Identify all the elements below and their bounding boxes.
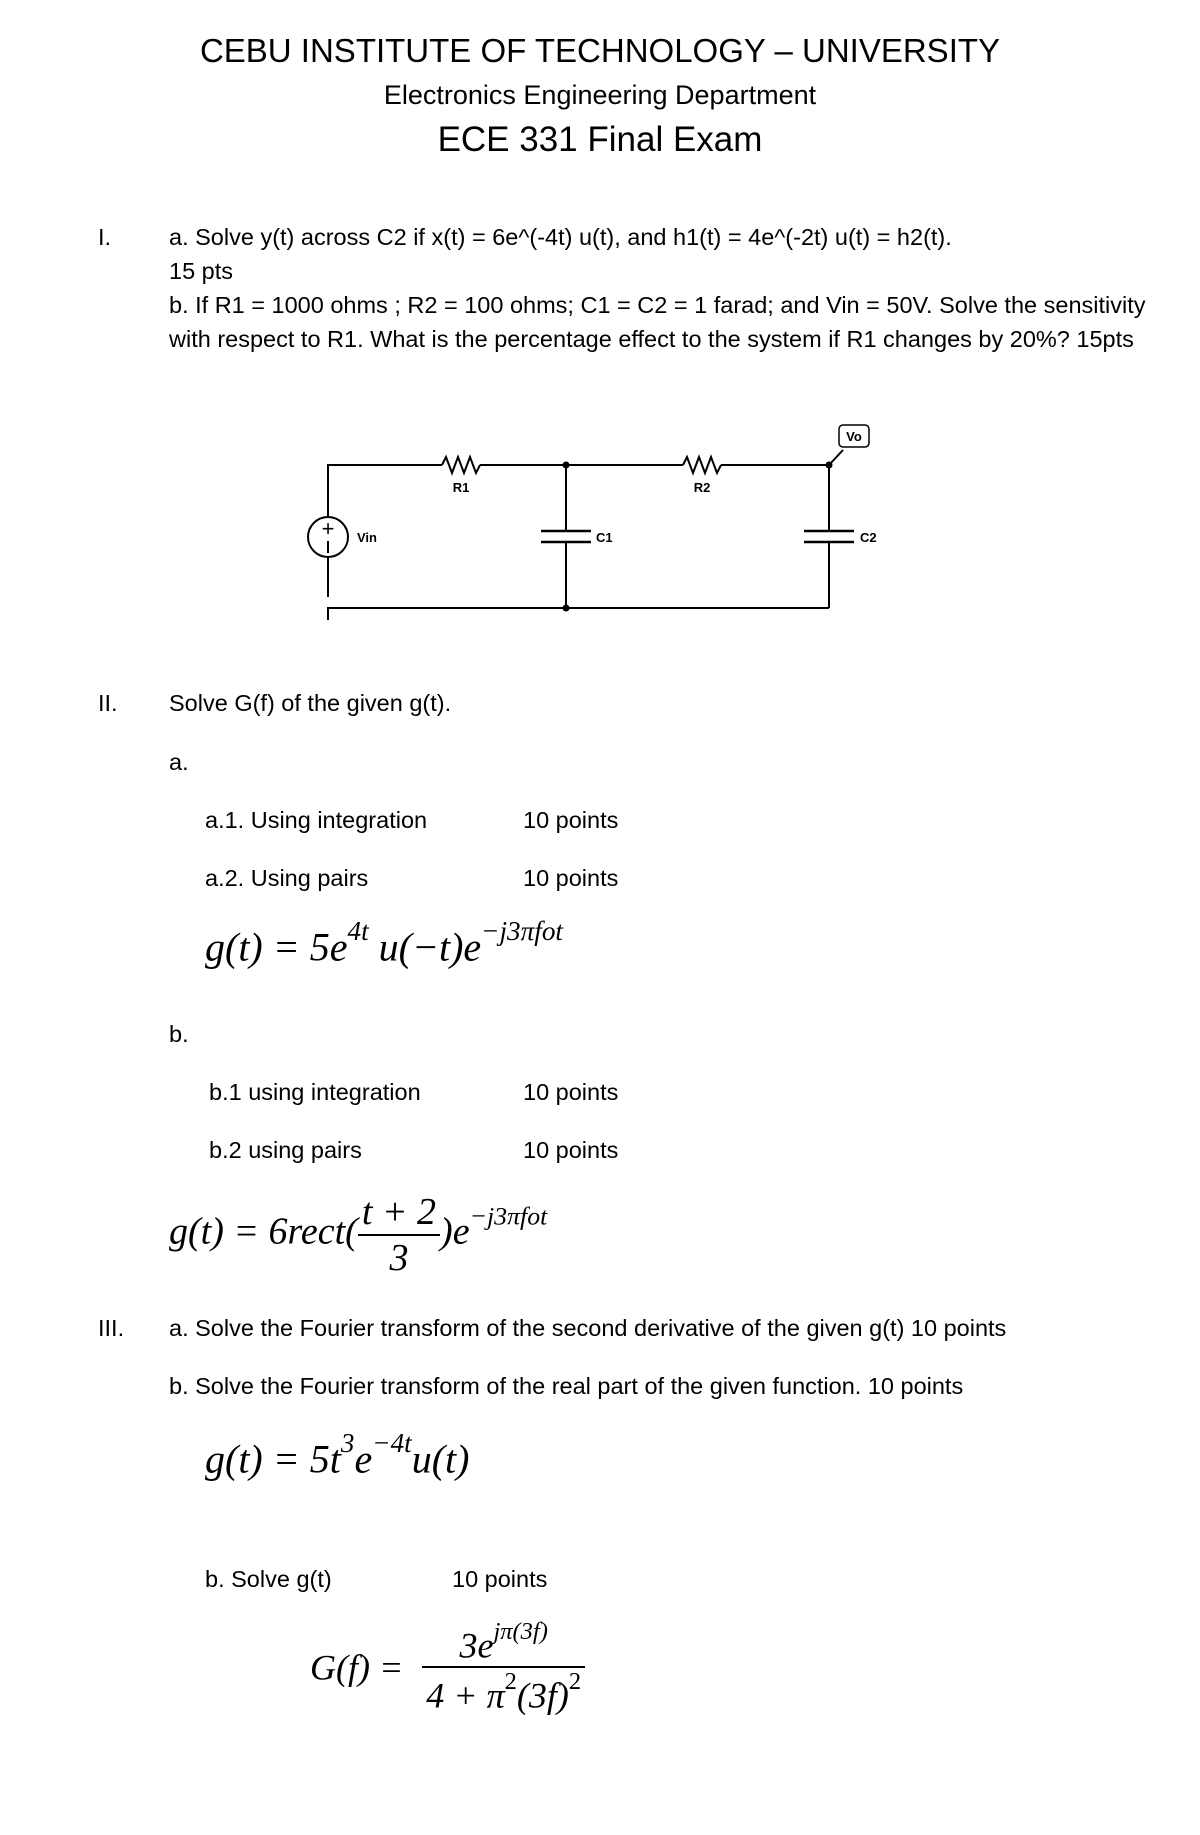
item-a1-points: 10 points: [523, 807, 619, 833]
section-2b-label: b.: [169, 1021, 189, 1047]
equation-G-f: G(f) = $\frac{3e^{j\pi(3f)}}{4 + \pi^2(3f)^2}$: [310, 1618, 585, 1717]
circuit-wires: [328, 450, 843, 620]
section-3b-text: b. Solve the Fourier transform of the real part of the given function. 10 points: [169, 1373, 964, 1399]
section-1a-points: 15 pts: [169, 258, 234, 284]
item-b1-points: 10 points: [523, 1079, 619, 1105]
section-2a-label: a.: [169, 749, 189, 775]
source-plus-sign: +: [321, 516, 335, 541]
exam-title: ECE 331 Final Exam: [437, 120, 763, 159]
item-b1-label: b.1 using integration: [209, 1079, 421, 1105]
c1-capacitor: [541, 531, 591, 542]
section-3b2-label: b. Solve g(t): [205, 1566, 332, 1592]
item-b2-points: 10 points: [523, 1137, 619, 1163]
section-2-number: II.: [98, 690, 118, 716]
r2-label: R2: [693, 480, 711, 495]
r1-resistor: [442, 457, 480, 473]
section-3-number: III.: [98, 1315, 125, 1341]
item-a2-points: 10 points: [523, 865, 619, 891]
section-1a-text: a. Solve y(t) across C2 if x(t) = 6e^(-4t) u(t), and h1(t) = 4e^(-2t) u(t) = h2(t).: [169, 224, 952, 250]
c2-label: C2: [860, 530, 877, 545]
section-1b-text: b. If R1 = 1000 ohms ; R2 = 100 ohms; C1 = C2 = 1 farad; and Vin = 50V. Solve the sensitivity with respect to R1. What is the percentage effect to the system if R1 changes by 20%? 15pts: [169, 292, 1146, 352]
item-b2-label: b.2 using pairs: [209, 1137, 362, 1163]
junction-dot: [826, 462, 833, 469]
department-title: Electronics Engineering Department: [383, 80, 817, 110]
section-2-title: Solve G(f) of the given g(t).: [169, 690, 452, 716]
section-3a-text: a. Solve the Fourier transform of the second derivative of the given g(t) 10 points: [169, 1315, 1007, 1341]
vin-label: Vin: [357, 530, 377, 545]
section-3b2-points: 10 points: [452, 1566, 548, 1592]
item-a2-label: a.2. Using pairs: [205, 865, 369, 891]
vo-label: Vo: [846, 429, 862, 444]
institution-title: CEBU INSTITUTE OF TECHNOLOGY – UNIVERSITY: [199, 32, 1001, 69]
r1-label: R1: [452, 480, 470, 495]
c2-capacitor: [804, 531, 854, 542]
junction-dot: [563, 462, 570, 469]
r2-resistor: [683, 457, 721, 473]
item-a1-label: a.1. Using integration: [205, 807, 428, 833]
equation-g-a: $g(t) = 5e^{4t}$ $u(-t)e^{-j3\pi fot}$: [205, 916, 563, 970]
equation-g-b: g(t) = 6rect( $\frac{t + 2}{3}$ )$e^{-j3\pi fot}$: [169, 1191, 548, 1279]
section-1-number: I.: [98, 224, 112, 250]
c1-label: C1: [596, 530, 613, 545]
equation-g-iii: $g(t) = 5t^3e^{-4t}u(t)$: [205, 1428, 470, 1482]
rc-circuit-diagram: [290, 420, 890, 620]
junction-dot: [563, 605, 570, 612]
